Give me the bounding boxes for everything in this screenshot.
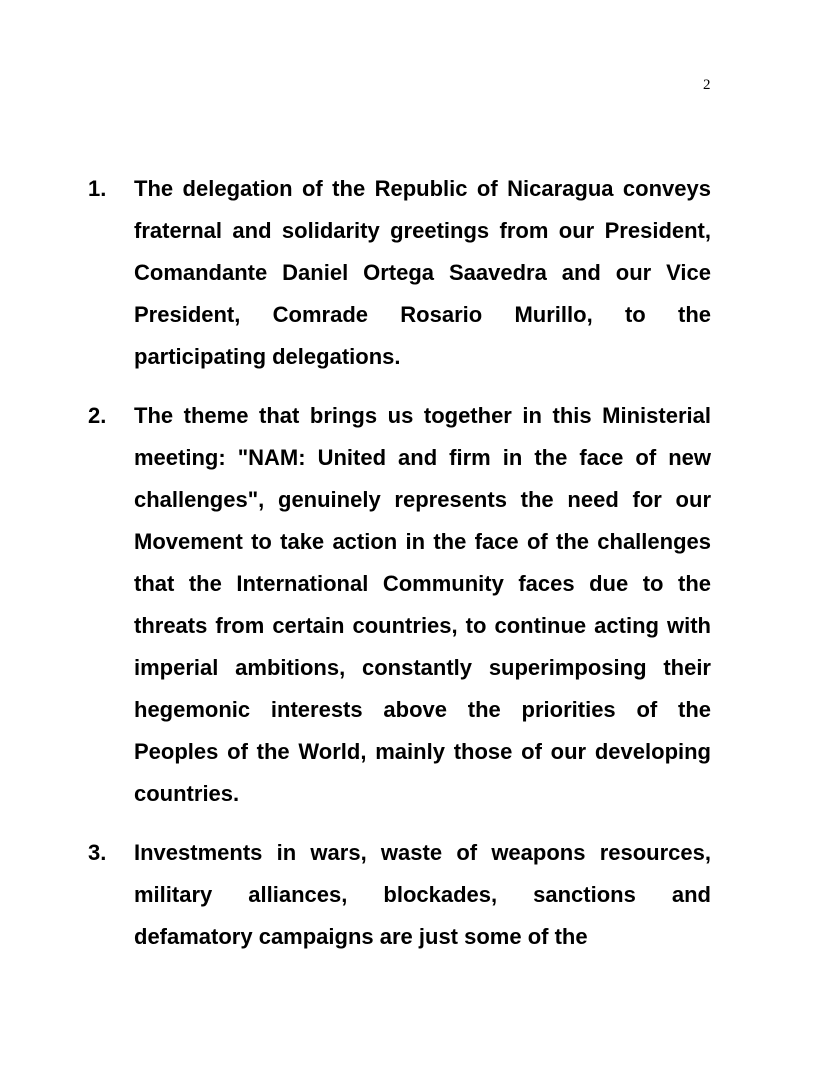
page-number: 2 <box>703 77 711 93</box>
paragraph-number: 3. <box>88 840 107 865</box>
paragraph-item-2 <box>0 395 825 815</box>
numbered-paragraph-list <box>0 168 825 975</box>
paragraph-text: Investments in wars, waste of weapons resources, military alliances, blockades, sanctions and defamatory campaigns are just some of the <box>134 840 711 949</box>
paragraph-item-1 <box>0 168 825 378</box>
paragraph-text: The theme that brings us together in this Ministerial meeting: "NAM: United and firm in the face of new challenges", genuinely represents the need for our Movement to take action in the face of the challenges that the International Community faces due to the threats from certain countries, to continue acting with imperial ambitions, constantly superimposing their hegemonic interests above the priorities of the Peoples of the World, mainly those of our developing countries. <box>134 403 711 806</box>
paragraph-number: 2. <box>88 403 107 428</box>
paragraph-item-3 <box>0 832 825 958</box>
paragraph-text: The delegation of the Republic of Nicaragua conveys fraternal and solidarity greetings from our President, Comandante Daniel Ortega Saavedra and our Vice President, Comrade Rosario Murillo, to the participating delegations. <box>134 176 711 369</box>
paragraph-number: 1. <box>88 176 107 201</box>
